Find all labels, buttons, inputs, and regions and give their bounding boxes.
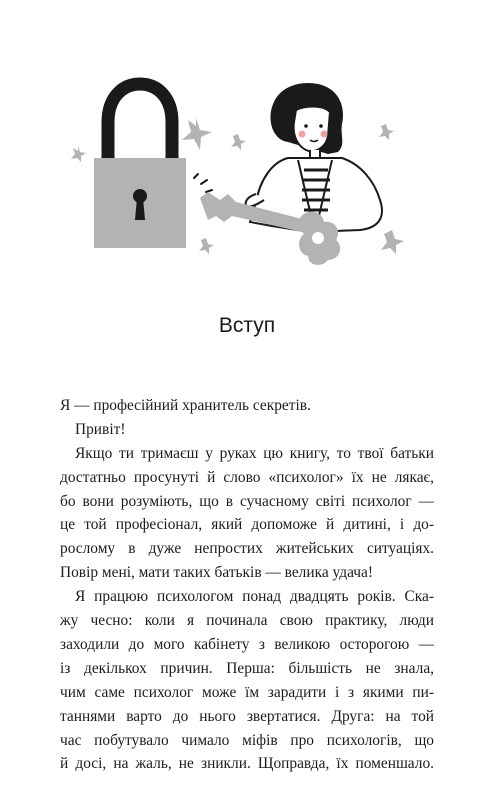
text-line: Повір мені, мати таких батьків — велика удача! (60, 564, 373, 582)
text-line: жу чесно: коли я починала свою практику, люди (60, 612, 434, 630)
text-line: Я працюю психологом понад двадцять років. Ска- (75, 588, 434, 606)
chapter-illustration (60, 70, 420, 280)
body-text (60, 394, 434, 776)
text-line: із декількох причин. Перша: більшість не знала, (60, 659, 434, 677)
text-line: чим саме психолог може їм зарадити і з якими пи- (60, 683, 434, 701)
woman-figure (246, 83, 382, 232)
text-line: це той професіонал, який допоможе й дитині, і до- (60, 516, 434, 534)
text-line: Привіт! (75, 420, 126, 438)
motion-lines (194, 174, 212, 192)
text-line: Якщо ти тримаєш у руках цю книгу, то твої батьки (75, 444, 434, 462)
text-line: бо вони розуміють, що в сучасному світі психолог — (60, 492, 434, 510)
chapter-title: Вступ (218, 314, 276, 337)
text-line: таннями варто до нього звертатися. Друга: на той (60, 707, 434, 725)
text-line: й досі, на жаль, не зникли. Щоправда, їх поменшало. (60, 755, 434, 773)
text-line: рослому в дуже непростих житейських ситуаціях. (60, 540, 434, 558)
text-line: час побутувало чимало міфів про психологів, що (60, 731, 434, 749)
text-line: Я — професійний хранитель секретів. (60, 397, 311, 414)
text-line: достатньо просунуті й слово «психолог» їх не лякає, (60, 468, 434, 486)
padlock-icon (94, 84, 186, 248)
text-line: заходили до мого кабінету з великою осторогою — (60, 635, 434, 653)
